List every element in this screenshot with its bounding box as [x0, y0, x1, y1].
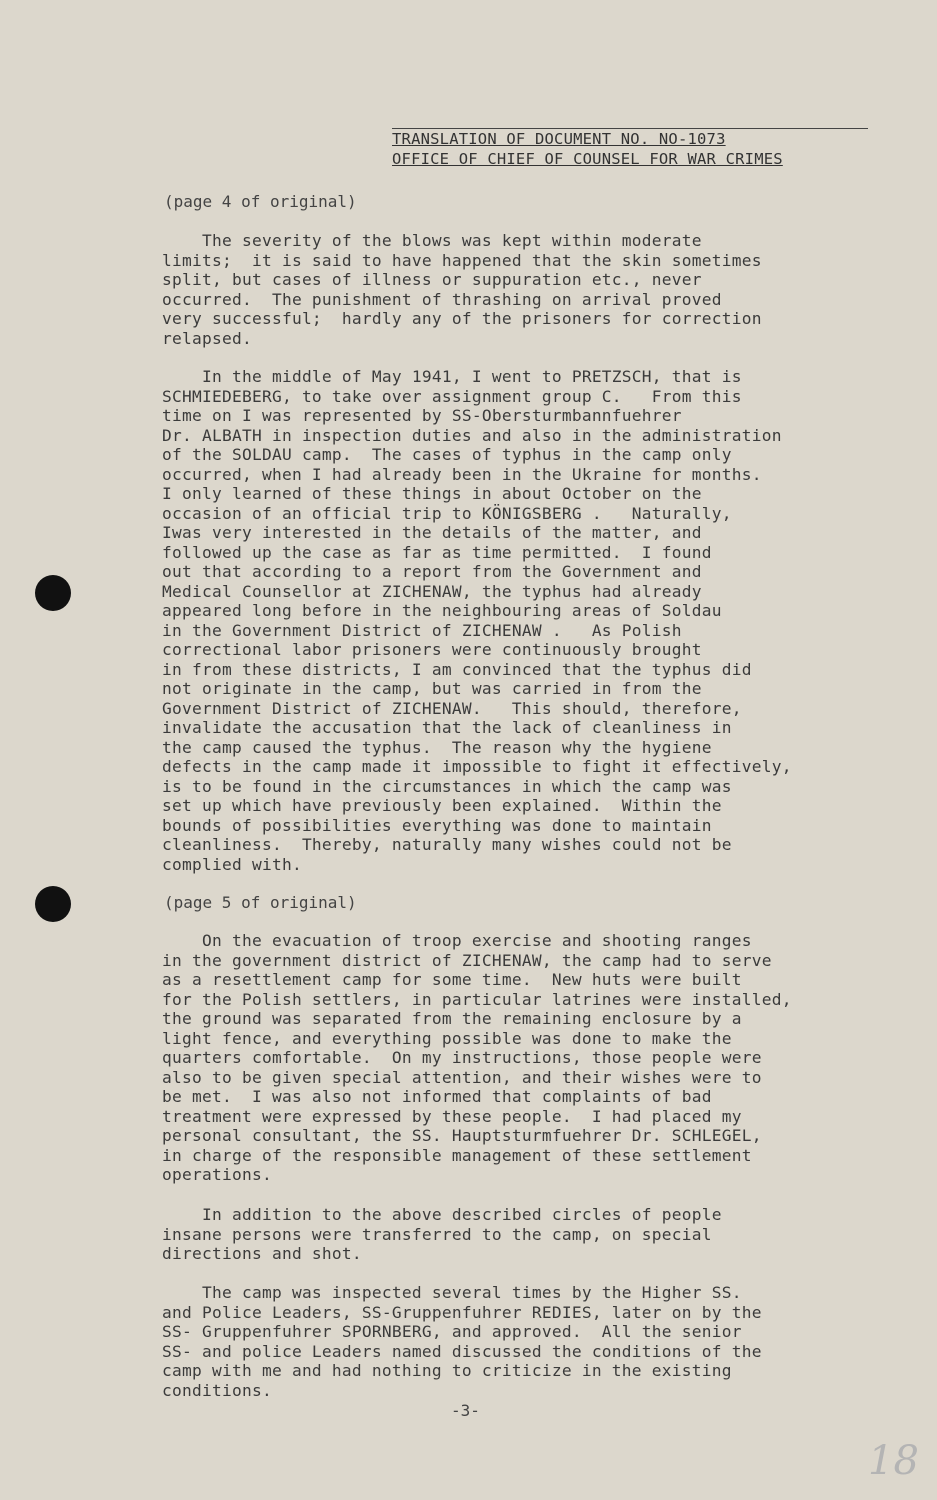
text-line: quarters comfortable. On my instructions, those people were — [162, 1048, 762, 1067]
punch-hole-top — [35, 575, 71, 611]
text-line: insane persons were transferred to the camp, on special — [162, 1224, 712, 1244]
text-line: The severity of the blows was kept within moderate — [162, 231, 702, 250]
text-line: In the middle of May 1941, I went to PRETZSCH, that is — [162, 367, 742, 386]
text-line: camp with me and had nothing to criticize in the existing — [162, 1361, 732, 1380]
text-line: On the evacuation of troop exercise and shooting ranges — [162, 931, 752, 950]
text-line: split, but cases of illness or suppuration etc., never — [162, 270, 702, 289]
text-line: light fence, and everything possible was done to make the — [162, 1028, 732, 1048]
text-line: The camp was inspected several times by the Higher SS. — [162, 1283, 742, 1302]
text-line: complied with. — [162, 854, 302, 874]
text-line: SCHMIEDEBERG, to take over assignment group C. From this — [162, 386, 742, 406]
text-line: set up which have previously been explained. Within the — [162, 796, 722, 815]
text-line: occasion of an official trip to KÖNIGSBERG . Naturally, — [162, 503, 732, 523]
paragraph-5 — [162, 1283, 882, 1400]
text-line: Dr. ALBATH in inspection duties and also in the administration — [162, 425, 782, 445]
text-line: of the SOLDAU camp. The cases of typhus in the camp only — [162, 445, 732, 464]
text-line: the ground was separated from the remaining enclosure by a — [162, 1009, 742, 1028]
text-line: SS- Gruppenfuhrer SPORNBERG, and approved. All the senior — [162, 1322, 742, 1341]
document-header — [392, 128, 868, 169]
header-translation-line: TRANSLATION OF DOCUMENT NO. NO-1073 — [392, 130, 726, 148]
text-line: directions and shot. — [162, 1244, 362, 1263]
text-line: occurred. The punishment of thrashing on arrival proved — [162, 289, 722, 309]
page-number: -3- — [451, 1401, 480, 1420]
header-office-line: OFFICE OF CHIEF OF COUNSEL FOR WAR CRIMES — [392, 150, 783, 168]
text-line: and Police Leaders, SS-Gruppenfuhrer REDIES, later on by the — [162, 1302, 762, 1322]
paragraph-1 — [162, 231, 882, 348]
text-line: not originate in the camp, but was carried in from the — [162, 679, 702, 698]
text-line: In addition to the above described circles of people — [162, 1205, 722, 1224]
text-line: as a resettlement camp for some time. New huts were built — [162, 970, 742, 989]
text-line: SS- and police Leaders named discussed the conditions of the — [162, 1341, 762, 1361]
text-line: cleanliness. Thereby, naturally many wishes could not be — [162, 835, 732, 854]
text-line: also to be given special attention, and their wishes were to — [162, 1067, 762, 1087]
text-line: conditions. — [162, 1380, 272, 1400]
text-line: is to be found in the circumstances in which the camp was — [162, 776, 732, 796]
paragraph-2 — [162, 367, 882, 874]
text-line: occurred, when I had already been in the Ukraine for months. — [162, 464, 762, 484]
text-line: Iwas very interested in the details of the matter, and — [162, 523, 702, 542]
text-line: the camp caused the typhus. The reason why the hygiene — [162, 737, 712, 757]
text-line: very successful; hardly any of the prisoners for correction — [162, 309, 762, 328]
text-line: treatment were expressed by these people. I had placed my — [162, 1106, 742, 1126]
page-marker-5: (page 5 of original) — [164, 893, 357, 912]
text-line: bounds of possibilities everything was done to maintain — [162, 815, 712, 835]
handwritten-page-annotation: 18 — [868, 1438, 919, 1484]
text-line: personal consultant, the SS. Hauptsturmfuehrer Dr. SCHLEGEL, — [162, 1126, 762, 1145]
text-line: I only learned of these things in about October on the — [162, 484, 702, 503]
text-line: invalidate the accusation that the lack of cleanliness in — [162, 718, 732, 737]
paragraph-4 — [162, 1205, 882, 1264]
paragraph-3 — [162, 931, 882, 1185]
text-line: relapsed. — [162, 328, 252, 348]
text-line: time on I was represented by SS-Obersturmbannfuehrer — [162, 406, 682, 425]
text-line: in the government district of ZICHENAW, the camp had to serve — [162, 950, 772, 970]
text-line: for the Polish settlers, in particular latrines were installed, — [162, 989, 792, 1009]
text-line: in charge of the responsible management of these settlement — [162, 1145, 752, 1165]
text-line: in the Government District of ZICHENAW . As Polish — [162, 620, 682, 640]
text-line: in from these districts, I am convinced that the typhus did — [162, 659, 752, 679]
page-marker-4: (page 4 of original) — [164, 192, 357, 211]
text-line: out that according to a report from the Government and — [162, 562, 702, 581]
text-line: defects in the camp made it impossible to fight it effectively, — [162, 757, 792, 776]
text-line: limits; it is said to have happened that the skin sometimes — [162, 250, 762, 270]
punch-hole-bottom — [35, 886, 71, 922]
text-line: be met. I was also not informed that complaints of bad — [162, 1087, 712, 1106]
text-line: operations. — [162, 1165, 272, 1184]
text-line: Government District of ZICHENAW. This should, therefore, — [162, 698, 742, 718]
text-line: appeared long before in the neighbouring areas of Soldau — [162, 601, 722, 620]
text-line: correctional labor prisoners were continuously brought — [162, 640, 702, 659]
text-line: followed up the case as far as time permitted. I found — [162, 542, 712, 562]
text-line: Medical Counsellor at ZICHENAW, the typhus had already — [162, 581, 702, 601]
